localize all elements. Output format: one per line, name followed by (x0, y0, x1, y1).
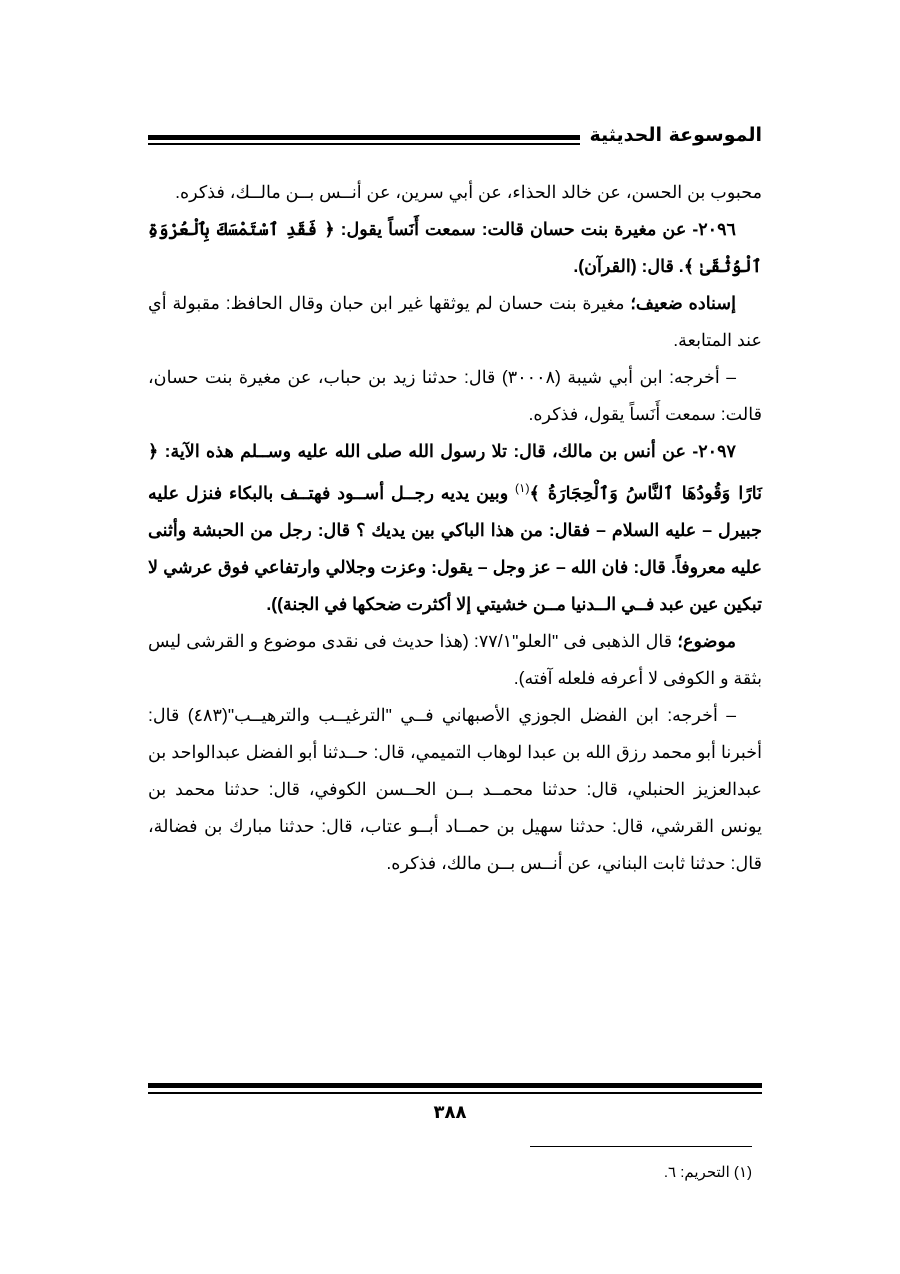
hadith-text: عن مغيرة بنت حسان قالت: سمعت أَنَساً يقول: (334, 219, 693, 239)
takhrij-2097: – أخرجه: ابن الفضل الجوزي الأصبهاني فــي "الترغيــب والترهيــب"(٤٨٣) قال: أخبرنا أبو محمد رزق الله بن عبدا لوهاب التميمي، قال: حــدثنا أبو الفضل عبدالواحد بن عبدالعزيز الحنبلي، قال: حدثنا محمــد بــن الحــسن الكوفي، قال: حدثنا محمد بن يونس القرشي، قال: حدثنا سهيل بن حمــاد أبــو عتاب، قال: حدثنا مبارك بن فضالة، قال: حدثنا ثابت البناني، عن أنــس بــن مالك، فذكره. (148, 704, 762, 873)
paragraph-continuation: محبوب بن الحسن، عن خالد الحذاء، عن أبي سرين، عن أنــس بــن مالــك، فذكره. (175, 182, 762, 202)
quran-verse: ﴿ فَقَدِ ٱسْتَمْسَكَ بِٱلْعُرْوَةِ ٱلْوُثْقَىٰ ﴾ (148, 219, 762, 277)
footer-rule-thick (148, 1083, 762, 1088)
grading-2096 (148, 285, 762, 359)
page-number: ٣٨٨ (433, 1102, 467, 1123)
grading-text: قال الذهبى فى "العلو"٧٧/١: (هذا حديث فى نقدى موضوع و القرشى ليس بثقة و الكوفى لا أعرفه فلعله آفته). (148, 630, 762, 688)
grading-2097 (148, 623, 762, 697)
quran-verse: ﴿ نَارًا وَقُودُهَا ٱلنَّاسُ وَٱلْحِجَارَةُ ﴾ (148, 441, 762, 504)
hadith-text: عن أنس بن مالك، قال: تلا رسول الله صلى الله عليه وســلم هذه الآية: (158, 441, 693, 461)
footer-rule-thin (148, 1092, 762, 1094)
hadith-2097 (148, 433, 762, 623)
hadith-text-end: . قال: (القرآن). (573, 256, 684, 276)
footnote-reference[interactable]: (١) (515, 481, 530, 495)
hadith-number: ٢٠٩٦- (692, 219, 736, 239)
footnote: (١) التحريم: ٦. (663, 1164, 752, 1181)
running-header (148, 118, 762, 158)
grading-label: إسناده ضعيف؛ (630, 293, 736, 313)
header-title: الموسوعة الحديثية (580, 122, 763, 148)
hadith-text-end: وبين يديه رجــل أســود فهتــف بالبكاء فنزل عليه جبيرل – عليه السلام – فقال: من هذا الباكي بين يديك ؟ قال: رجل من الحبشة وأثنى عليه معروفاً. قال: فان الله – عز وجل – يقول: وعزت وجلالي وارتفاعي فوق عرشي لا تبكين عين عبد فــي الــدنيا مــن خشيتي إلا أكثرت ضحكها في الجنة)). (148, 482, 762, 614)
footnote-separator (530, 1146, 752, 1147)
takhrij-2096: – أخرجه: ابن أبي شيبة (٣٠٠٠٨) قال: حدثنا زيد بن حباب، عن مغيرة بنت حسان، قالت: سمعت أَنَساً يقول، فذكره. (148, 367, 762, 424)
grading-label: موضوع؛ (677, 630, 737, 651)
body-text (148, 174, 762, 882)
hadith-number: ٢٠٩٧- (692, 441, 736, 461)
grading-text: مغيرة بنت حسان لم يوثقها غير ابن حبان وقال الحافظ: مقبولة أي عند المتابعة. (148, 293, 762, 350)
hadith-2096 (148, 211, 762, 285)
